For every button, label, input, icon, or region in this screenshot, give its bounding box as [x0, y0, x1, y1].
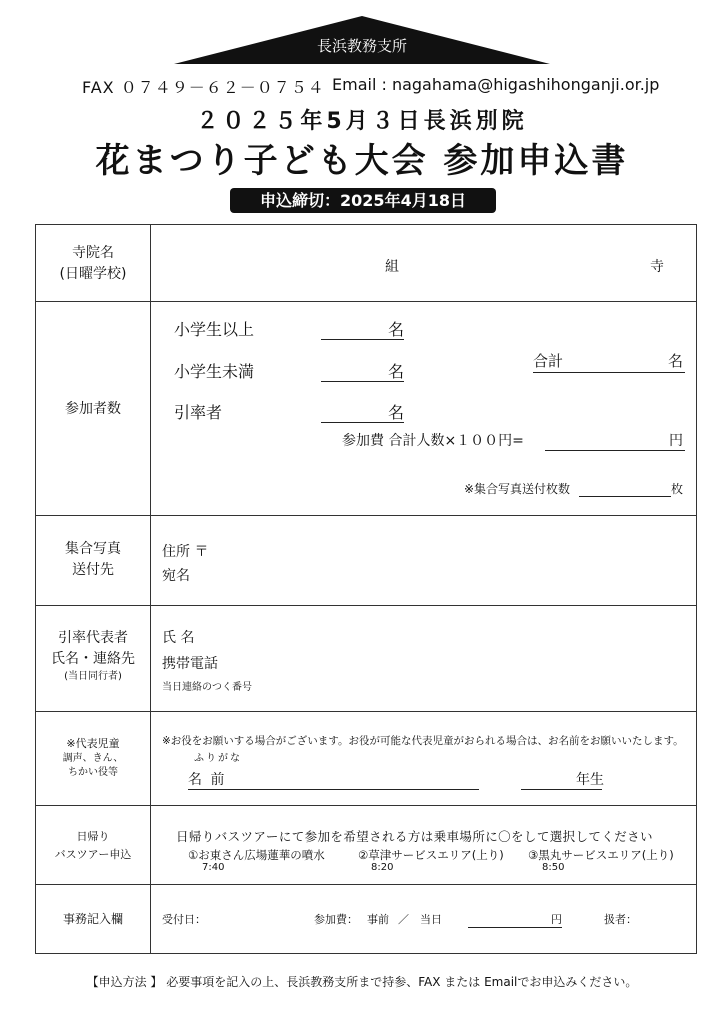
- fax-number: FAX ０７４９－６２－０７５４: [82, 78, 325, 97]
- bus-option-1[interactable]: ①お東さん広場蓮華の噴水: [188, 848, 325, 862]
- photo-count-input[interactable]: [579, 496, 671, 497]
- office-yen-label: 円: [551, 913, 562, 926]
- fee-formula: 参加費 合計人数×１００円=: [342, 433, 524, 449]
- preschool-count-input[interactable]: [321, 381, 404, 382]
- fee-amount-input[interactable]: [545, 450, 685, 451]
- office-fee-input[interactable]: [468, 927, 562, 928]
- bus-option-2[interactable]: ②草津サービスエリア(上り): [358, 848, 504, 862]
- participants-label: 参加者数: [65, 401, 121, 417]
- leader-phone-label: 携帯電話: [162, 656, 218, 672]
- unit-mei: 名: [388, 403, 405, 422]
- slash-separator: ／: [398, 913, 409, 926]
- tera-label: 寺: [650, 259, 664, 275]
- row-divider: [36, 301, 696, 302]
- rep-child-label: ※代表児童 調声、きん、 ちかい役等: [62, 737, 124, 778]
- bus-option-2-time: 8:20: [371, 862, 394, 873]
- elementary-count-input[interactable]: [321, 339, 404, 340]
- photo-count-unit: 枚: [671, 482, 684, 496]
- total-count-input[interactable]: [533, 372, 685, 373]
- participants-row-preschool: 小学生未満: [174, 362, 255, 381]
- address-input[interactable]: [236, 537, 676, 559]
- page-title: 花まつり子ども大会 参加申込書: [95, 141, 629, 181]
- row-divider: [36, 515, 696, 516]
- bus-option-3-time: 8:50: [542, 862, 565, 873]
- photo-delivery-label: 集合写真 送付先: [65, 541, 121, 578]
- row-divider: [36, 884, 696, 885]
- row-divider: [36, 711, 696, 712]
- leader-label: 引率代表者 氏名・連絡先 (当日同行者): [51, 630, 135, 682]
- bus-option-1-time: 7:40: [202, 862, 225, 873]
- bus-tour-label: 日帰り バスツアー申込: [54, 830, 132, 861]
- handler-label: 扱者：: [604, 913, 637, 926]
- fee-unit: 円: [669, 433, 683, 449]
- leader-count-input[interactable]: [321, 422, 404, 423]
- row-divider: [36, 605, 696, 606]
- event-date-venue: ２０２５年5月３日長浜別院: [196, 109, 528, 134]
- leader-name-label: 氏 名: [162, 630, 195, 646]
- temple-label: 寺院名 (日曜学校): [59, 245, 127, 282]
- bus-instruction: 日帰りバスツアーにて参加を希望される方は乗車場所に〇をして選択してください: [176, 829, 653, 844]
- column-divider: [150, 225, 151, 953]
- row-divider: [36, 805, 696, 806]
- furigana-label: ふりがな: [194, 753, 242, 764]
- photo-count-label: ※集合写真送付枚数: [464, 482, 571, 496]
- office-fee-label: 参加費：: [314, 913, 358, 926]
- received-date-label: 受付日：: [162, 913, 206, 926]
- temple-input[interactable]: [416, 247, 636, 283]
- kumi-input[interactable]: [252, 247, 372, 283]
- kumi-label: 組: [385, 259, 399, 275]
- same-day-label: 当日: [420, 913, 442, 926]
- grade-label: 年生: [576, 772, 604, 788]
- participants-row-leader: 引率者: [174, 403, 223, 422]
- email-address: Email : nagahama@higashihonganji.or.jp: [332, 75, 660, 94]
- leader-name-input[interactable]: [216, 623, 676, 645]
- addressee-input[interactable]: [206, 561, 676, 583]
- grade-input[interactable]: [521, 789, 602, 790]
- unit-mei: 名: [388, 320, 405, 339]
- total-unit: 名: [668, 352, 684, 370]
- office-name: 長浜教務支所: [316, 37, 407, 55]
- rep-child-note: ※お役をお願いする場合がございます。お役が可能な代表児童がおられる場合は、お名前をお願いいたします。: [162, 735, 684, 747]
- advance-label: 事前: [367, 913, 389, 926]
- application-form: [35, 224, 697, 954]
- office-use-label: 事務記入欄: [62, 912, 123, 926]
- leader-phone-input[interactable]: [236, 649, 676, 671]
- leader-phone-note: 当日連絡のつく番号: [162, 682, 252, 693]
- address-label: 住所 〒: [162, 544, 209, 560]
- bus-option-3[interactable]: ③黒丸サービスエリア(上り): [528, 848, 674, 862]
- child-name-input[interactable]: [188, 789, 479, 790]
- addressee-label: 宛名: [162, 568, 190, 584]
- participants-row-elementary: 小学生以上: [174, 320, 255, 339]
- total-label: 合計: [533, 352, 564, 370]
- unit-mei: 名: [388, 362, 405, 381]
- deadline-badge: 申込締切：2025年4月18日: [230, 188, 496, 213]
- child-name-label: 名 前: [188, 772, 227, 788]
- application-method-footer: 【申込方法 】 必要事項を記入の上、長浜教務支所まで持参、FAX または Emailでお申込みください。: [86, 975, 638, 989]
